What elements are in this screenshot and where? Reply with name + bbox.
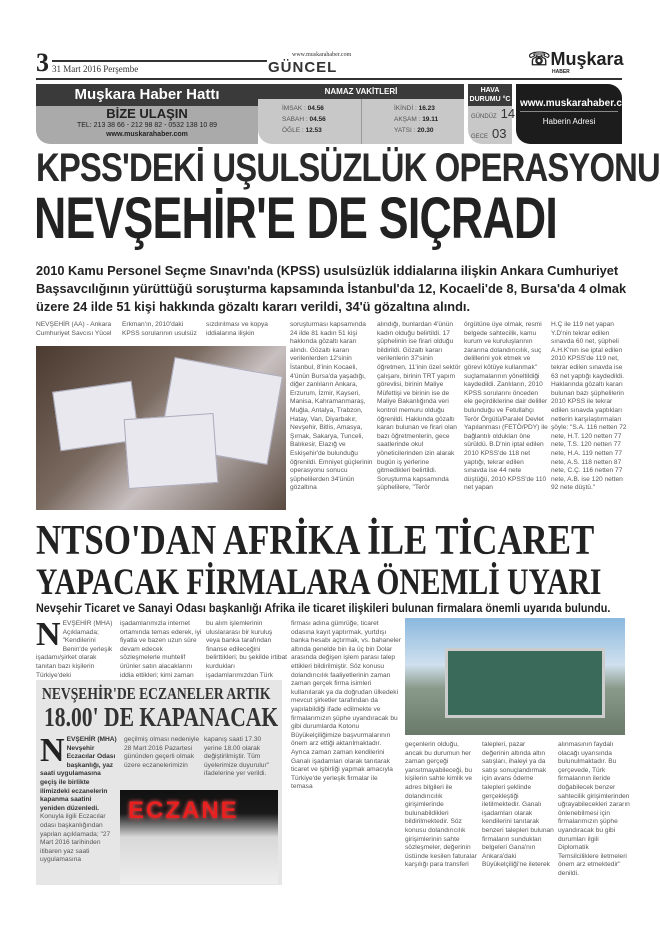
- weather-box: [468, 84, 516, 144]
- story1-col: Erkman'ın, 2010'daki KPSS sorularının usulsüz: [122, 321, 197, 337]
- story1-col: alındığı, bunlardan 4'ünün kadın olduğu belirtildi. 17 şüphelinin ise firari olduğu bildirildi. Gözaltı kararı verilenlerin 37'sinin öğretmen, 11'inin özel sektör çalışanı, birinin TRT yapım görevlisi, birinin Maliye Müfettişi ve birinin ise de Maliye Bakanlığında veri kontrol memuru olduğu öğrenildi. Hakkında gözaltı kararı bulunan ve firari olan bazı öğretmenlerin, gece saatlerinde okul yöneticilerinden izin alarak bugün iş yerlerine gitmedikleri belirtildi. Soruşturma kapsamında şüphelilere, "Terör: [377, 321, 461, 492]
- prayer-time: 12.53: [305, 127, 322, 134]
- prayer-time: 19.11: [422, 116, 439, 123]
- chamber-building-photo: [405, 618, 625, 735]
- story3-headline2: 18.00' DE KAPANACAK: [44, 702, 279, 732]
- story1-col: sızdırılması ve kopya iddialarına ilişkin: [206, 321, 268, 337]
- address-box[interactable]: [516, 84, 637, 144]
- prayer-time: 16.23: [418, 105, 435, 112]
- day-temp: 14: [500, 106, 516, 121]
- day-label: GÜNDÜZ: [471, 114, 497, 120]
- weather-day: [468, 106, 516, 126]
- page-number: 3: [36, 48, 49, 77]
- prayer-col-left: İMSAK : 04.56 SABAH : 04.56 ÖĞLE : 12.53: [282, 105, 326, 134]
- story2-col-text: EVŞEHİR (MHA) Açıklamada; "Kendilerini Benin'de yerleşik işadamı/şirket olarak tanıtan bazı kişilerin Türkiye'deki: [36, 620, 113, 679]
- weather-title: HAVA DURUMU: [469, 87, 501, 103]
- header-rule: [52, 60, 267, 62]
- prayer-name: ÖĞLE: [282, 127, 301, 134]
- logo-text: Muşkara: [550, 49, 624, 69]
- pharmacy-sign-photo: [120, 790, 278, 884]
- story2-headline2: YAPACAK FİRMALARA ÖNEMLİ UYARI: [36, 562, 602, 603]
- story3-col: kapanış saati 17.30 yerine 18.00 olarak değiştirilmiştir. Tüm üyelerimize duyurulur" ifadelerine yer verildi.: [204, 736, 270, 778]
- address-label: Haberin Adresi: [542, 117, 596, 126]
- story2-col: bu alım işlemlerinin uluslararası bir kuruluş veya banka tarafından finanse edileceğini belirttikleri; bu şekilde irtibat kurdukları işadamlarımızdan Türk: [206, 620, 287, 679]
- issue-date: 31 Mart 2016 Perşembe: [52, 64, 139, 74]
- story1-headline2: NEVŞEHİR'E DE SIÇRADI: [34, 186, 558, 251]
- story3-headline1: NEVŞEHİR'DE ECZANELER ARTIK: [42, 684, 271, 703]
- kpss-documents-photo: [36, 346, 286, 510]
- hotline-box: [36, 84, 258, 144]
- drop-cap: N: [40, 732, 65, 769]
- story1-col: soruşturması kapsamında 24 ilde 81 kadın 51 kişi hakkında gözaltı kararı alındı. Gözaltı kararı verilenlerden 12'sinin İstanbul, 8'inin Kocaeli, 4'ünün Bursa'da yaşadığı, diğer zanlıların Ankara, Erzurum, İzmir, Kayseri, Manisa, Kahramanmaraş, Muğla, Antalya, Trabzon, Hatay, Van, Diyarbakır, Nevşehir, Bitlis, Amasya, Şırnak, Sakarya, Tunceli, Balıkesir, Elazığ ve Eskişehir'de bulunduğu öğrenildi. Emniyet güçlerinin operasyonu sonucu şüphelilerden 34'ünün gözaltına: [290, 321, 373, 492]
- prayer-name: AKŞAM: [394, 116, 417, 123]
- prayer-name: SABAH: [282, 116, 305, 123]
- address-url[interactable]: www.muskarahaber.com: [520, 98, 618, 112]
- prayer-time: 04.56: [307, 105, 324, 112]
- story2-col: firması adına gümrüğe, ticaret odasına kayıt yaptırmak, yurtdışı banka hesabı açtırmak, vs. bahaneler altında genelde bin ila üç bin Dolar arasında değişen işlem parası talep ettikleri bildirilmiştir. Söz konusu dolandırıcılık faaliyetlerinin zaman zaman gerçek firma isimleri kullanılarak ya da doğrudan ülkedeki mevcut şirketler tarafından da yapılabildiği ifade edilmekte ve firmalarımızın şüphe uyandıracak bu gibi durumlarda Kotonu Büyükelçiliğimize başvurmalarının önem arz ettiği aktarılmaktadır. Ayrıca zaman zaman kendilerini Ganalı işadamları olarak tanıtarak ticaret ve işbirliği yapmak amacıyla Türkiye'de yerleşik firmalar ile temasa: [291, 620, 401, 791]
- drop-cap: N: [36, 616, 61, 653]
- weather-unit: °C: [502, 96, 511, 103]
- logo-icon: ☏: [528, 49, 551, 69]
- pharmacy-story-box: [36, 680, 282, 885]
- prayer-title: NAMAZ VAKİTLERİ: [258, 84, 464, 99]
- prayer-name: YATSI: [394, 127, 412, 134]
- story3-intro: [40, 732, 118, 813]
- story3-first-column: [40, 732, 118, 865]
- story1-col: NEVŞEHİR (AA) - Ankara Cumhuriyet Savcısı Yücel: [36, 321, 112, 337]
- story3-col: Konuyla ilgili Eczacılar odası başkanlığından yapılan açıklamada; "27 Mart 2016 tarihinden itibaren yaz saati uygulamasına: [40, 813, 111, 864]
- hotline-cta: BİZE ULAŞIN: [106, 106, 188, 121]
- prayer-time: 20.30: [417, 127, 434, 134]
- prayer-name: İMSAK: [282, 105, 303, 112]
- story2-col: talepleri, pazar değerinin altında altın satışları, ihaleyi ya da satışı sonuçlandırmak için avans ödeme talepleri şeklinde gerçekleştiği iletilmektedir. Ganalı işadamları olarak kendilerini tanıtarak benzeri talepleri bulunan firmaların sundukları belgeleri Gana'nın Ankara'daki Büyükelçiliği'ne ileterek: [482, 741, 554, 869]
- story2-headline1: NTSO'DAN AFRİKA İLE TİCARET: [36, 518, 595, 564]
- story3-col: geçilmiş olması nedeniyle 28 Mart 2016 Pazartesi gününden geçerli olmak üzere eczanelerimizin: [124, 736, 200, 769]
- pharmacy-sign-text: ECZANE: [128, 797, 239, 824]
- hotline-title: Muşkara Haber Hattı: [36, 84, 258, 106]
- story2-col: [36, 616, 116, 680]
- header-url[interactable]: www.muskarahaber.com: [292, 52, 352, 58]
- story2-col: geçenlerin olduğu, ancak bu durumun her zaman gerçeği yansıtmayabileceği, bu kişilerin sahte kimlik ve adres bilgileri ile dolandırıcılık girişimlerinde bulunabildikleri bildirilmektedir. Söz konusu dolandırıcılık girişimlerinin sahte sözleşmeler, değerinin üstünde kesilen faturalar karşılığı para transferi: [405, 741, 477, 869]
- prayer-name: İKİNDİ: [394, 105, 414, 112]
- story2-col: alınmasının faydalı olacağı uyarısında bulunulmaktadır. Bu çerçevede, Türk firmalarının ileride doğabilecek benzer sahtecilik girişimlerinden uğrayabilecekleri zararın önlenebilmesi için firmalarımızın şüphe uyandıracak bu gibi durumları ilgili Diplomatik Temsilciliklere iletmeleri önem arz etmektedir" denildi.: [558, 741, 630, 877]
- hotline-phone: TEL: 213 38 66 - 212 98 82 - 0532 138 10 89: [76, 122, 218, 129]
- night-label: GECE: [471, 134, 489, 140]
- muskara-logo: [528, 50, 624, 75]
- prayer-time: 04.56: [309, 116, 326, 123]
- prayer-divider: [361, 99, 362, 144]
- story1-col: H.Ç ile 119 net yapan Y.D'nin tekrar edilen sınavda 60 net, şüpheli A.H.K'nın ise iptal edilen 2010 KPSS'de 119 net, tekrar edilen sınavda ise 63 net yaptığı kaydedildi. Haklarında gözaltı kararı bulunan bazı şüphelilerin 2010 KPSS ile tekrar edilen sınavda yaptıkları netlerin karşılaştırmaları şöyle: "S.A. 116 netten 72 nete, H.T. 120 netten 77 nete, T.S. 120 netten 77 nete, H.A. 119 netten 77 nete, A.S. 118 netten 87 nete, C.Ç. 116 netten 77 nete, A.B. ise 120 netten 92 nete düştü.": [551, 321, 627, 492]
- logo-sub: HABER: [552, 69, 570, 75]
- prayer-times-box: [258, 84, 464, 144]
- story1-col: örgütüne üye olmak, resmi belgede sahtecilik, kamu kurum ve kuruluşlarının zararına dolandırıcılık, suç delillerini yok etmek ve görevi kötüye kullanmak" suçlamalarının yöneltildiği kaydedildi. Zanlıların, 2010 KPSS sorularını önceden ele geçirdiklerine dair deliller bulunduğu ve Fetullahçı Terör Örgütü/Paralel Devlet Yapılanması (FETÖ/PDY) ile bağlantılı oldukları öne sürüldü. B.D'nin iptal edilen 2010 KPSS'de 118 net yaptığı, tekrar edilen sınavda ise 44 nete düştüğü, 2010 KPSS'de 110 net yapan: [464, 321, 548, 492]
- hotline-url[interactable]: www.muskarahaber.com: [106, 131, 188, 138]
- header-divider: [36, 78, 622, 80]
- story2-lead: Nevşehir Ticaret ve Sanayi Odası başkanlığı Afrika ile ticaret ilişkileri bulunan firmalara önemli uyarıda bulundu.: [36, 603, 611, 615]
- story2-col: işadamlarımızla internet ortamında temas ederek, iyi fiyatla ve bazen uzun süre devam edecek sözleşmelerle muhtelif ürünler satın alacaklarını iddia ettikleri; kimi zaman: [120, 620, 202, 679]
- story3-intro-text: EVŞEHİR (MHA) Nevşehir Eczacılar Odası başkanlığı, yaz saati uygulamasına geçiş ile birlikte ilimizdeki eczanelerin kapanma saatini yeniden düzenledi.: [40, 736, 117, 812]
- section-title: GÜNCEL: [268, 59, 338, 76]
- story1-headline1: KPSS'DEKİ UŞULSÜZLÜK OPERASYONU: [36, 146, 660, 190]
- story1-lead: 2010 Kamu Personel Seçme Sınavı'nda (KPSS) usulsüzlük iddialarına ilişkin Ankara Cumhuriyet Başsavcılığının yürüttüğü soruşturma kapsamında İstanbul'da 12, Kocaeli'de 8, Bursa'da 4 olmak üzere 24 ilde 51 kişi hakkında gözaltı kararı verildi, 34'ü gözaltına alındı.: [36, 263, 627, 314]
- night-temp: 03: [492, 126, 507, 141]
- prayer-col-right: İKİNDİ : 16.23 AKŞAM : 19.11 YATSI : 20.30: [394, 105, 439, 134]
- weather-night: [468, 126, 512, 146]
